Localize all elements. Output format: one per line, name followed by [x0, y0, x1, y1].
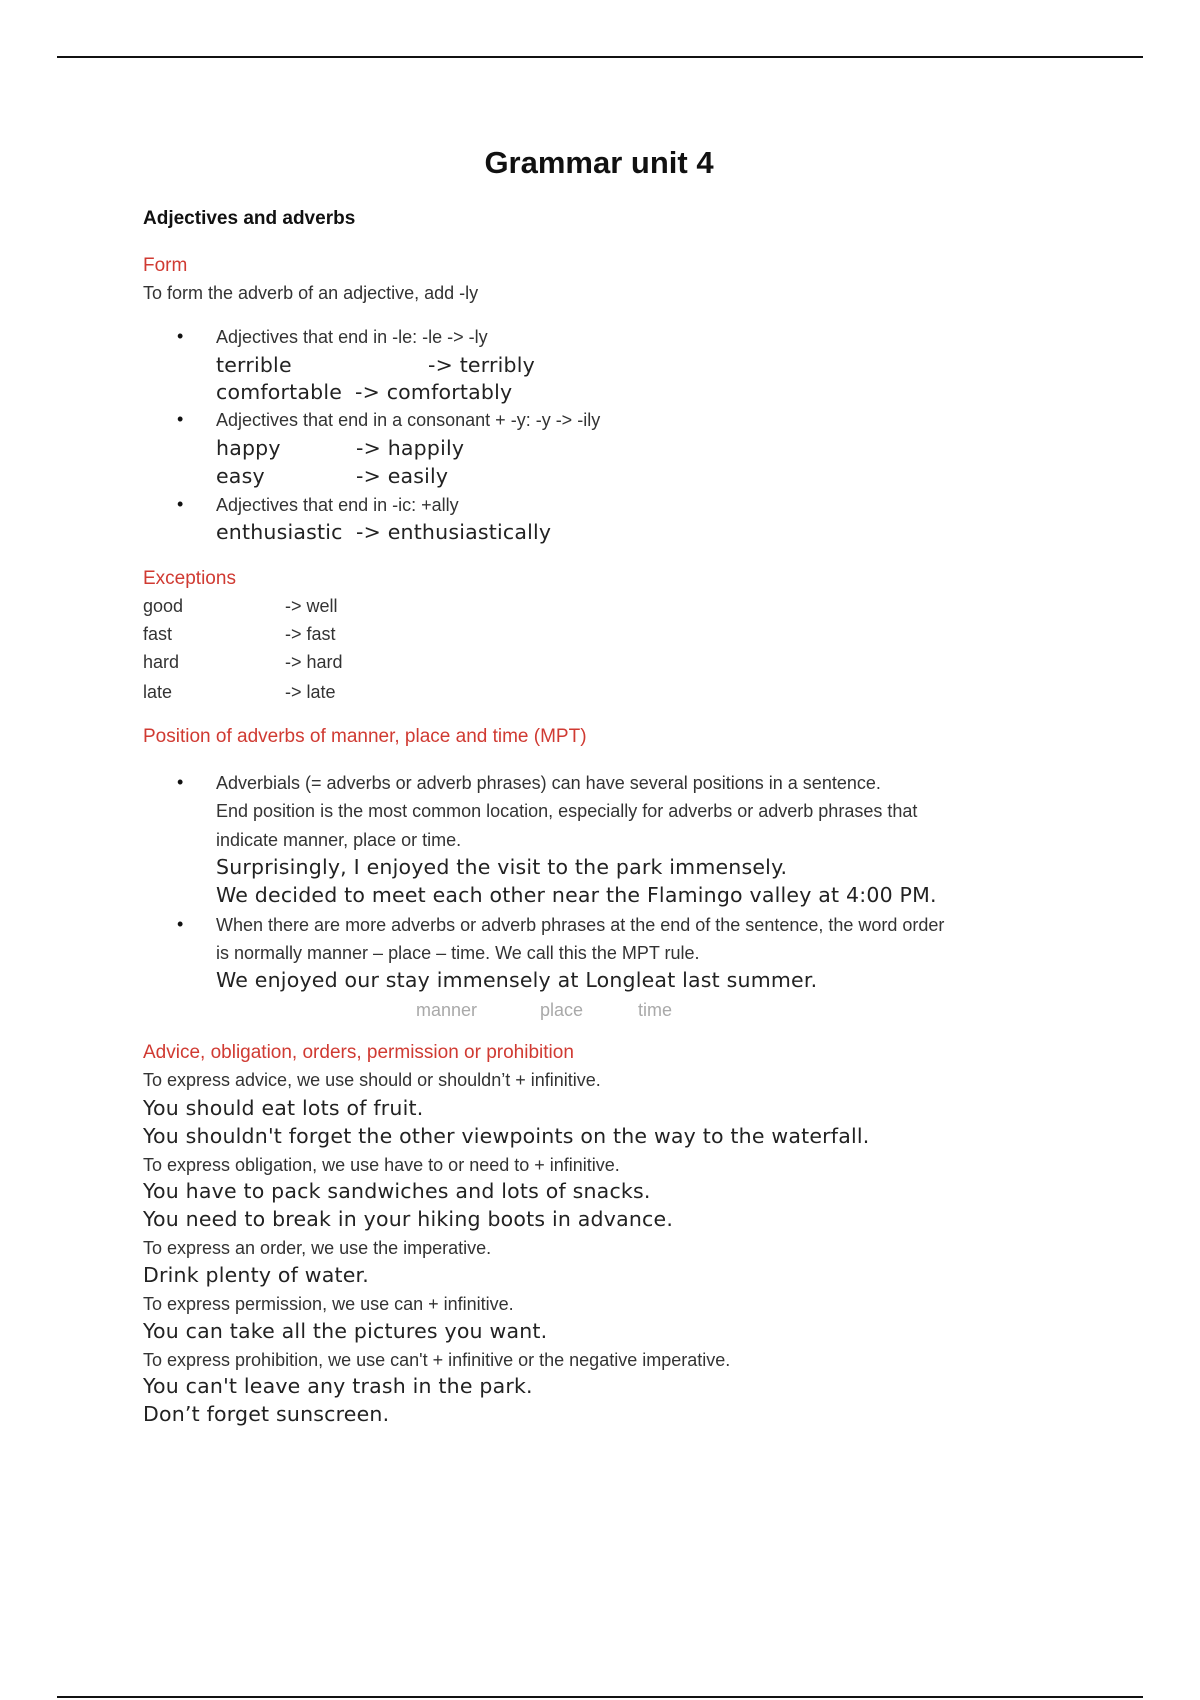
rule-text: Adjectives that end in a consonant + -y: -y -> -ily — [216, 410, 601, 430]
example-adverb: -> comfortably — [355, 380, 513, 404]
example-adverb: -> easily — [356, 464, 449, 488]
example-adverb: -> enthusiastically — [356, 520, 552, 544]
example-adjective: comfortable — [216, 380, 343, 404]
form-intro: To form the adverb of an adjective, add -ly — [143, 283, 479, 303]
example-adverb: -> happily — [356, 436, 465, 460]
prohibition-example: Don’t forget sunscreen. — [143, 1402, 390, 1426]
exception-adverb: -> late — [285, 682, 336, 702]
obligation-example: You need to break in your hiking boots in advance. — [143, 1207, 674, 1231]
obligation-example: You have to pack sandwiches and lots of snacks. — [143, 1179, 651, 1203]
position-text: indicate manner, place or time. — [216, 830, 462, 850]
position-text: End position is the most common location, especially for adverbs or adverb phrases that — [216, 801, 918, 821]
top-rule — [57, 56, 1143, 58]
bullet-dot: • — [177, 409, 184, 429]
rule-text: Adjectives that end in -ic: +ally — [216, 495, 459, 515]
exception-adjective: fast — [143, 624, 173, 644]
exceptions-heading: Exceptions — [143, 568, 236, 589]
position-text: Adverbials (= adverbs or adverb phrases) can have several positions in a sentence. — [216, 773, 881, 793]
exception-adjective: good — [143, 596, 184, 616]
example-sentence: Surprisingly, I enjoyed the visit to the park immensely. — [216, 855, 788, 879]
time-label: time — [638, 1000, 673, 1020]
order-rule: To express an order, we use the imperative. — [143, 1238, 492, 1258]
advice-example: You shouldn't forget the other viewpoints on the way to the waterfall. — [143, 1124, 870, 1148]
advice-rule: To express advice, we use should or shouldn’t + infinitive. — [143, 1070, 601, 1090]
exception-adjective: late — [143, 682, 173, 702]
order-example: Drink plenty of water. — [143, 1263, 370, 1287]
section-heading: Adjectives and adverbs — [143, 208, 356, 229]
bullet-dot: • — [177, 772, 184, 792]
prohibition-rule: To express prohibition, we use can't + infinitive or the negative imperative. — [143, 1350, 731, 1370]
bullet-dot: • — [177, 326, 184, 346]
example-adverb: -> terribly — [428, 353, 535, 377]
exception-adjective: hard — [143, 652, 180, 672]
manner-label: manner — [416, 1000, 478, 1020]
position-text: When there are more adverbs or adverb phrases at the end of the sentence, the word order — [216, 915, 945, 935]
permission-rule: To express permission, we use can + infinitive. — [143, 1294, 514, 1314]
bullet-dot: • — [177, 914, 184, 934]
prohibition-example: You can't leave any trash in the park. — [143, 1374, 533, 1398]
advice-example: You should eat lots of fruit. — [143, 1096, 424, 1120]
bottom-rule — [57, 1696, 1143, 1698]
exception-adverb: -> hard — [285, 652, 343, 672]
rule-text: Adjectives that end in -le: -le -> -ly — [216, 327, 488, 347]
exception-adverb: -> well — [285, 596, 338, 616]
form-heading: Form — [143, 255, 188, 276]
example-adjective: happy — [216, 436, 281, 460]
place-label: place — [540, 1000, 584, 1020]
bullet-dot: • — [177, 494, 184, 514]
example-adjective: easy — [216, 464, 265, 488]
example-sentence: We enjoyed our stay immensely at Longleat last summer. — [216, 968, 818, 992]
permission-example: You can take all the pictures you want. — [143, 1319, 548, 1343]
position-text: is normally manner – place – time. We call this the MPT rule. — [216, 943, 700, 963]
example-adjective: terrible — [216, 353, 292, 377]
example-adjective: enthusiastic — [216, 520, 343, 544]
page-title: Grammar unit 4 — [484, 145, 714, 180]
exception-adverb: -> fast — [285, 624, 336, 644]
example-sentence: We decided to meet each other near the Flamingo valley at 4:00 PM. — [216, 883, 937, 907]
obligation-rule: To express obligation, we use have to or need to + infinitive. — [143, 1155, 620, 1175]
advice-heading: Advice, obligation, orders, permission or prohibition — [143, 1042, 574, 1063]
position-heading: Position of adverbs of manner, place and time (MPT) — [143, 726, 587, 747]
